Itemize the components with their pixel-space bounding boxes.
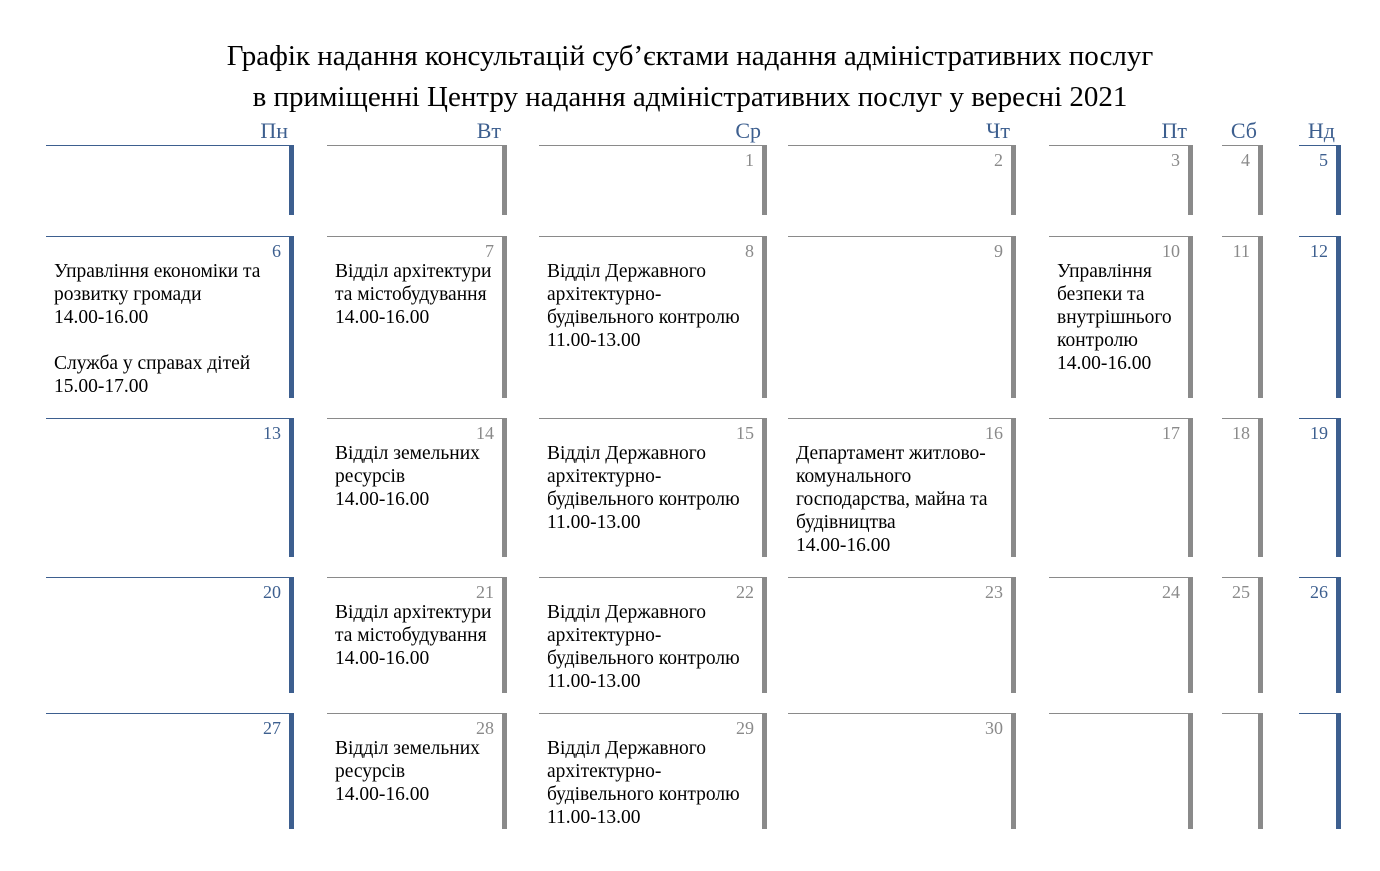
day-number: 21 <box>476 582 494 602</box>
consultation-entry <box>54 352 283 398</box>
consultation-list <box>54 260 283 398</box>
day-cell <box>327 577 507 693</box>
consultation-list <box>547 442 756 534</box>
department-name: Відділ земельних ресурсів <box>335 738 480 782</box>
day-cell <box>1299 418 1341 557</box>
day-number: 2 <box>994 150 1003 170</box>
consultation-entry <box>1057 260 1182 375</box>
day-cell <box>1299 145 1341 215</box>
day-cell <box>46 418 294 557</box>
day-number: 20 <box>263 582 281 602</box>
day-number: 9 <box>994 241 1003 261</box>
department-name: Відділ Державного архітектурно-будівельного контролю <box>547 261 740 328</box>
day-cell <box>788 145 1016 215</box>
department-name: Відділ Державного архітектурно-будівельного контролю <box>547 602 740 669</box>
day-number: 17 <box>1162 423 1180 443</box>
department-name: Департамент житлово-комунального господарства, майна та будівництва <box>796 443 988 533</box>
consultation-time: 14.00-16.00 <box>335 489 430 510</box>
day-number: 1 <box>745 150 754 170</box>
day-number: 23 <box>985 582 1003 602</box>
day-number: 29 <box>736 718 754 738</box>
day-cell <box>788 713 1016 829</box>
weekday-header: Ср <box>735 118 761 143</box>
consultation-time: 14.00-16.00 <box>335 648 430 669</box>
consultation-time: 14.00-16.00 <box>335 784 430 805</box>
page-title <box>0 36 1380 118</box>
consultation-entry <box>335 601 496 670</box>
day-number: 19 <box>1310 423 1328 443</box>
consultation-list <box>335 442 496 511</box>
consultation-time: 11.00-13.00 <box>547 512 641 533</box>
consultation-entry <box>547 601 756 693</box>
title-line-1: Графік надання консультацій суб’єктами надання адміністративних послуг <box>226 40 1154 72</box>
consultation-list <box>1057 260 1182 375</box>
department-name: Відділ архітектури та містобудування <box>335 261 492 305</box>
department-name: Відділ Державного архітектурно-будівельного контролю <box>547 443 740 510</box>
day-number: 5 <box>1319 150 1328 170</box>
day-cell <box>788 236 1016 398</box>
consultation-entry <box>547 737 756 829</box>
day-cell <box>1222 236 1263 398</box>
consultation-time: 14.00-16.00 <box>54 307 149 328</box>
day-number: 11 <box>1232 241 1250 261</box>
day-cell <box>1049 713 1193 829</box>
day-cell <box>1222 418 1263 557</box>
day-cell <box>1222 145 1263 215</box>
day-cell <box>788 418 1016 557</box>
consultation-list <box>335 601 496 670</box>
day-number: 13 <box>263 423 281 443</box>
consultation-list <box>547 601 756 693</box>
day-number: 27 <box>263 718 281 738</box>
day-cell <box>539 418 767 557</box>
day-number: 3 <box>1171 150 1180 170</box>
day-number: 10 <box>1162 241 1180 261</box>
consultation-entry <box>335 260 496 329</box>
weekday-header: Нд <box>1307 118 1335 143</box>
day-cell <box>539 713 767 829</box>
department-name: Відділ Державного архітектурно-будівельного контролю <box>547 738 740 805</box>
department-name: Відділ земельних ресурсів <box>335 443 480 487</box>
day-cell <box>1049 418 1193 557</box>
consultation-time: 11.00-13.00 <box>547 671 641 692</box>
weekday-header: Чт <box>986 118 1010 143</box>
day-cell <box>1299 236 1341 398</box>
day-cell <box>46 577 294 693</box>
department-name: Відділ архітектури та містобудування <box>335 602 492 646</box>
weekday-header: Сб <box>1230 118 1257 143</box>
day-cell <box>539 577 767 693</box>
consultation-time: 15.00-17.00 <box>54 376 149 397</box>
day-cell <box>1299 713 1341 829</box>
consultation-list <box>547 260 756 352</box>
department-name: Служба у справах дітей <box>54 353 251 374</box>
title-line-2: в приміщенні Центру надання адміністративних послуг у вересні 2021 <box>252 81 1128 113</box>
day-number: 6 <box>272 241 281 261</box>
consultation-entry <box>335 737 496 806</box>
consultation-time: 11.00-13.00 <box>547 807 641 828</box>
consultation-time: 11.00-13.00 <box>547 330 641 351</box>
day-number: 30 <box>985 718 1003 738</box>
day-number: 26 <box>1310 582 1328 602</box>
day-cell <box>1222 577 1263 693</box>
consultation-entry <box>547 442 756 534</box>
day-number: 25 <box>1232 582 1250 602</box>
day-number: 18 <box>1232 423 1250 443</box>
day-cell <box>46 145 294 215</box>
day-cell <box>1049 145 1193 215</box>
day-number: 15 <box>736 423 754 443</box>
day-number: 16 <box>985 423 1003 443</box>
day-cell <box>1049 236 1193 398</box>
consultation-entry <box>54 260 283 329</box>
day-number: 7 <box>485 241 494 261</box>
consultation-list <box>335 737 496 806</box>
day-number: 4 <box>1241 150 1250 170</box>
day-cell <box>788 577 1016 693</box>
day-cell <box>46 713 294 829</box>
day-cell <box>1049 577 1193 693</box>
day-cell <box>46 236 294 398</box>
day-cell <box>539 236 767 398</box>
day-number: 24 <box>1162 582 1180 602</box>
consultation-list <box>547 737 756 829</box>
day-cell <box>327 713 507 829</box>
day-cell <box>327 418 507 557</box>
weekday-header: Пт <box>1161 118 1187 143</box>
day-cell <box>1222 713 1263 829</box>
weekday-header: Вт <box>476 118 501 143</box>
consultation-list <box>796 442 1005 557</box>
day-number: 22 <box>736 582 754 602</box>
consultation-entry <box>796 442 1005 557</box>
department-name: Управління економіки та розвитку громади <box>54 261 261 305</box>
day-number: 8 <box>745 241 754 261</box>
day-cell <box>327 236 507 398</box>
consultation-entry <box>547 260 756 352</box>
consultation-entry <box>335 442 496 511</box>
consultation-time: 14.00-16.00 <box>1057 353 1152 374</box>
consultation-time: 14.00-16.00 <box>335 307 430 328</box>
day-number: 14 <box>476 423 494 443</box>
day-number: 12 <box>1310 241 1328 261</box>
department-name: Управління безпеки та внутрішнього контролю <box>1057 261 1172 351</box>
consultation-list <box>335 260 496 329</box>
day-number: 28 <box>476 718 494 738</box>
day-cell <box>539 145 767 215</box>
day-cell <box>327 145 507 215</box>
weekday-header: Пн <box>260 118 288 143</box>
consultation-time: 14.00-16.00 <box>796 535 891 556</box>
day-cell <box>1299 577 1341 693</box>
